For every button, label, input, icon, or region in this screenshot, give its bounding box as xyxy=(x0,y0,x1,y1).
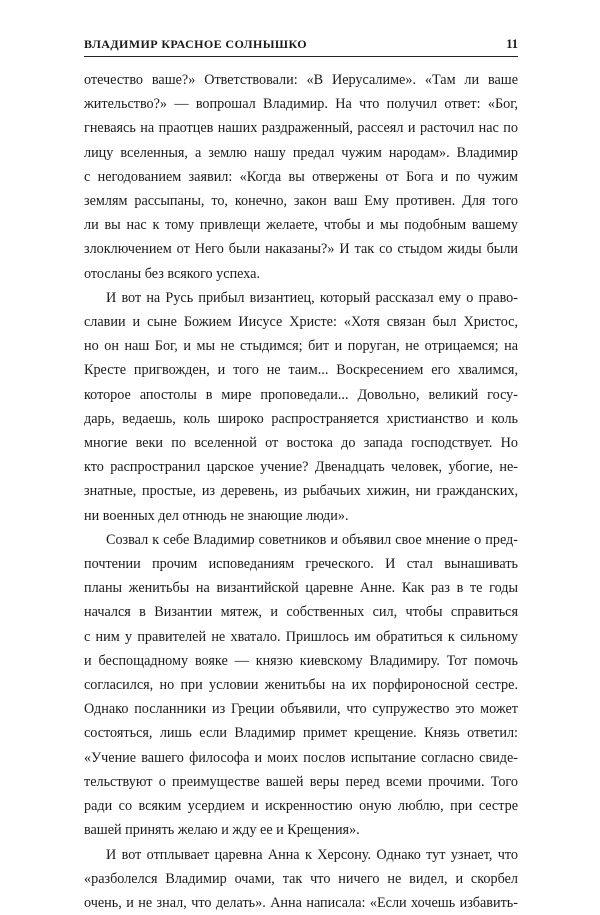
text-line: согласился, но при условии женитьбы на их порфироносной сестре. xyxy=(84,673,518,697)
text-line: ни военных дел отнюдь не знающие люди». xyxy=(84,504,518,528)
text-line: Однако посланники из Греции объявили, что супружество это может xyxy=(84,697,518,721)
text-line: «Учение вашего философа и моих послов испытание согласно свиде- xyxy=(84,746,518,770)
text-line: с негодованием заявил: «Когда вы отвержены от Бога и по чужим xyxy=(84,165,518,189)
paragraph xyxy=(84,843,518,915)
text-line: Кресте пригвожден, и того не таим... Воскресением его хвалимся, xyxy=(84,358,518,382)
text-line: многие веки по вселенной от востока до запада господствует. Но xyxy=(84,431,518,455)
text-line: которое апостолы в мире проповедали... Довольно, великий госу- xyxy=(84,383,518,407)
text-line: И вот отплывает царевна Анна к Херсону. Однако тут узнает, что xyxy=(84,843,518,867)
text-line: состояться, лишь если Владимир примет крещение. Князь ответил: xyxy=(84,721,518,745)
text-line: знатные, простые, из деревень, из рыбачьих хижин, ни гражданских, xyxy=(84,479,518,503)
text-line: славии и сыне Божием Иисусе Христе: «Хотя связан был Христос, xyxy=(84,310,518,334)
text-line: гневаясь на праотцев наших раздраженный, рассеял и расточил нас по xyxy=(84,116,518,140)
text-line: ради со всяким усердием и искренностию оную люблю, при сестре xyxy=(84,794,518,818)
text-line: планы женитьбы на византийской царевне Анне. Как раз в те годы xyxy=(84,576,518,600)
text-line: злоключением от Него были наказаны?» И так со стыдом жиды были xyxy=(84,237,518,261)
text-line: жительство?» — вопрошал Владимир. На что получил ответ: «Бог, xyxy=(84,92,518,116)
text-line: начался в Византии мятеж, и собственных сил, чтобы справиться xyxy=(84,600,518,624)
text-line: отечество ваше?» Ответствовали: «В Иерусалиме». «Там ли ваше xyxy=(84,68,518,92)
body-text xyxy=(84,68,518,915)
text-line: ли вы нас к тому привлещи желаете, чтобы и мы подобным вашему xyxy=(84,213,518,237)
text-line: «разболелся Владимир очами, так что ничего не видел, и скорбел xyxy=(84,867,518,891)
paragraph xyxy=(84,286,518,528)
text-line: лицу вселенныя, а землю нашу предал чужим народам». Владимир xyxy=(84,141,518,165)
text-line: дарь, ведаешь, коль широко распространяется христианство и коль xyxy=(84,407,518,431)
page-header xyxy=(84,36,518,57)
text-line: но он наш Бог, и мы не стыдимся; бит и поруган, не отрицаемся; на xyxy=(84,334,518,358)
paragraph xyxy=(84,528,518,843)
text-line: с ним у правителей не хватало. Пришлось им обратиться к сильному xyxy=(84,625,518,649)
text-line: и беспощадному вояке — князю киевскому Владимиру. Тот помочь xyxy=(84,649,518,673)
running-title: ВЛАДИМИР КРАСНОЕ СОЛНЫШКО xyxy=(84,37,307,52)
text-line: И вот на Русь прибыл византиец, который рассказал ему о право- xyxy=(84,286,518,310)
text-line: тельствуют о преимуществе вашей веры перед всеми прочими. Того xyxy=(84,770,518,794)
text-line: Созвал к себе Владимир советников и объявил свое мнение о пред- xyxy=(84,528,518,552)
page-number: 11 xyxy=(506,37,518,52)
text-line: отосланы без всякого успеха. xyxy=(84,262,518,286)
text-line: почтении прочим исповеданиям греческого. И стал вынашивать xyxy=(84,552,518,576)
text-line: очень, и не знал, что делать». Анна написала: «Если хочешь избавить- xyxy=(84,891,518,915)
text-line: землям рассыпаны, то, конечно, закон ваш Ему противен. Для того xyxy=(84,189,518,213)
text-line: кто распространил царское учение? Двенадцать человек, убогие, не- xyxy=(84,455,518,479)
paragraph xyxy=(84,68,518,286)
text-line: вашей принять желаю и жду ее и Крещения». xyxy=(84,818,518,842)
